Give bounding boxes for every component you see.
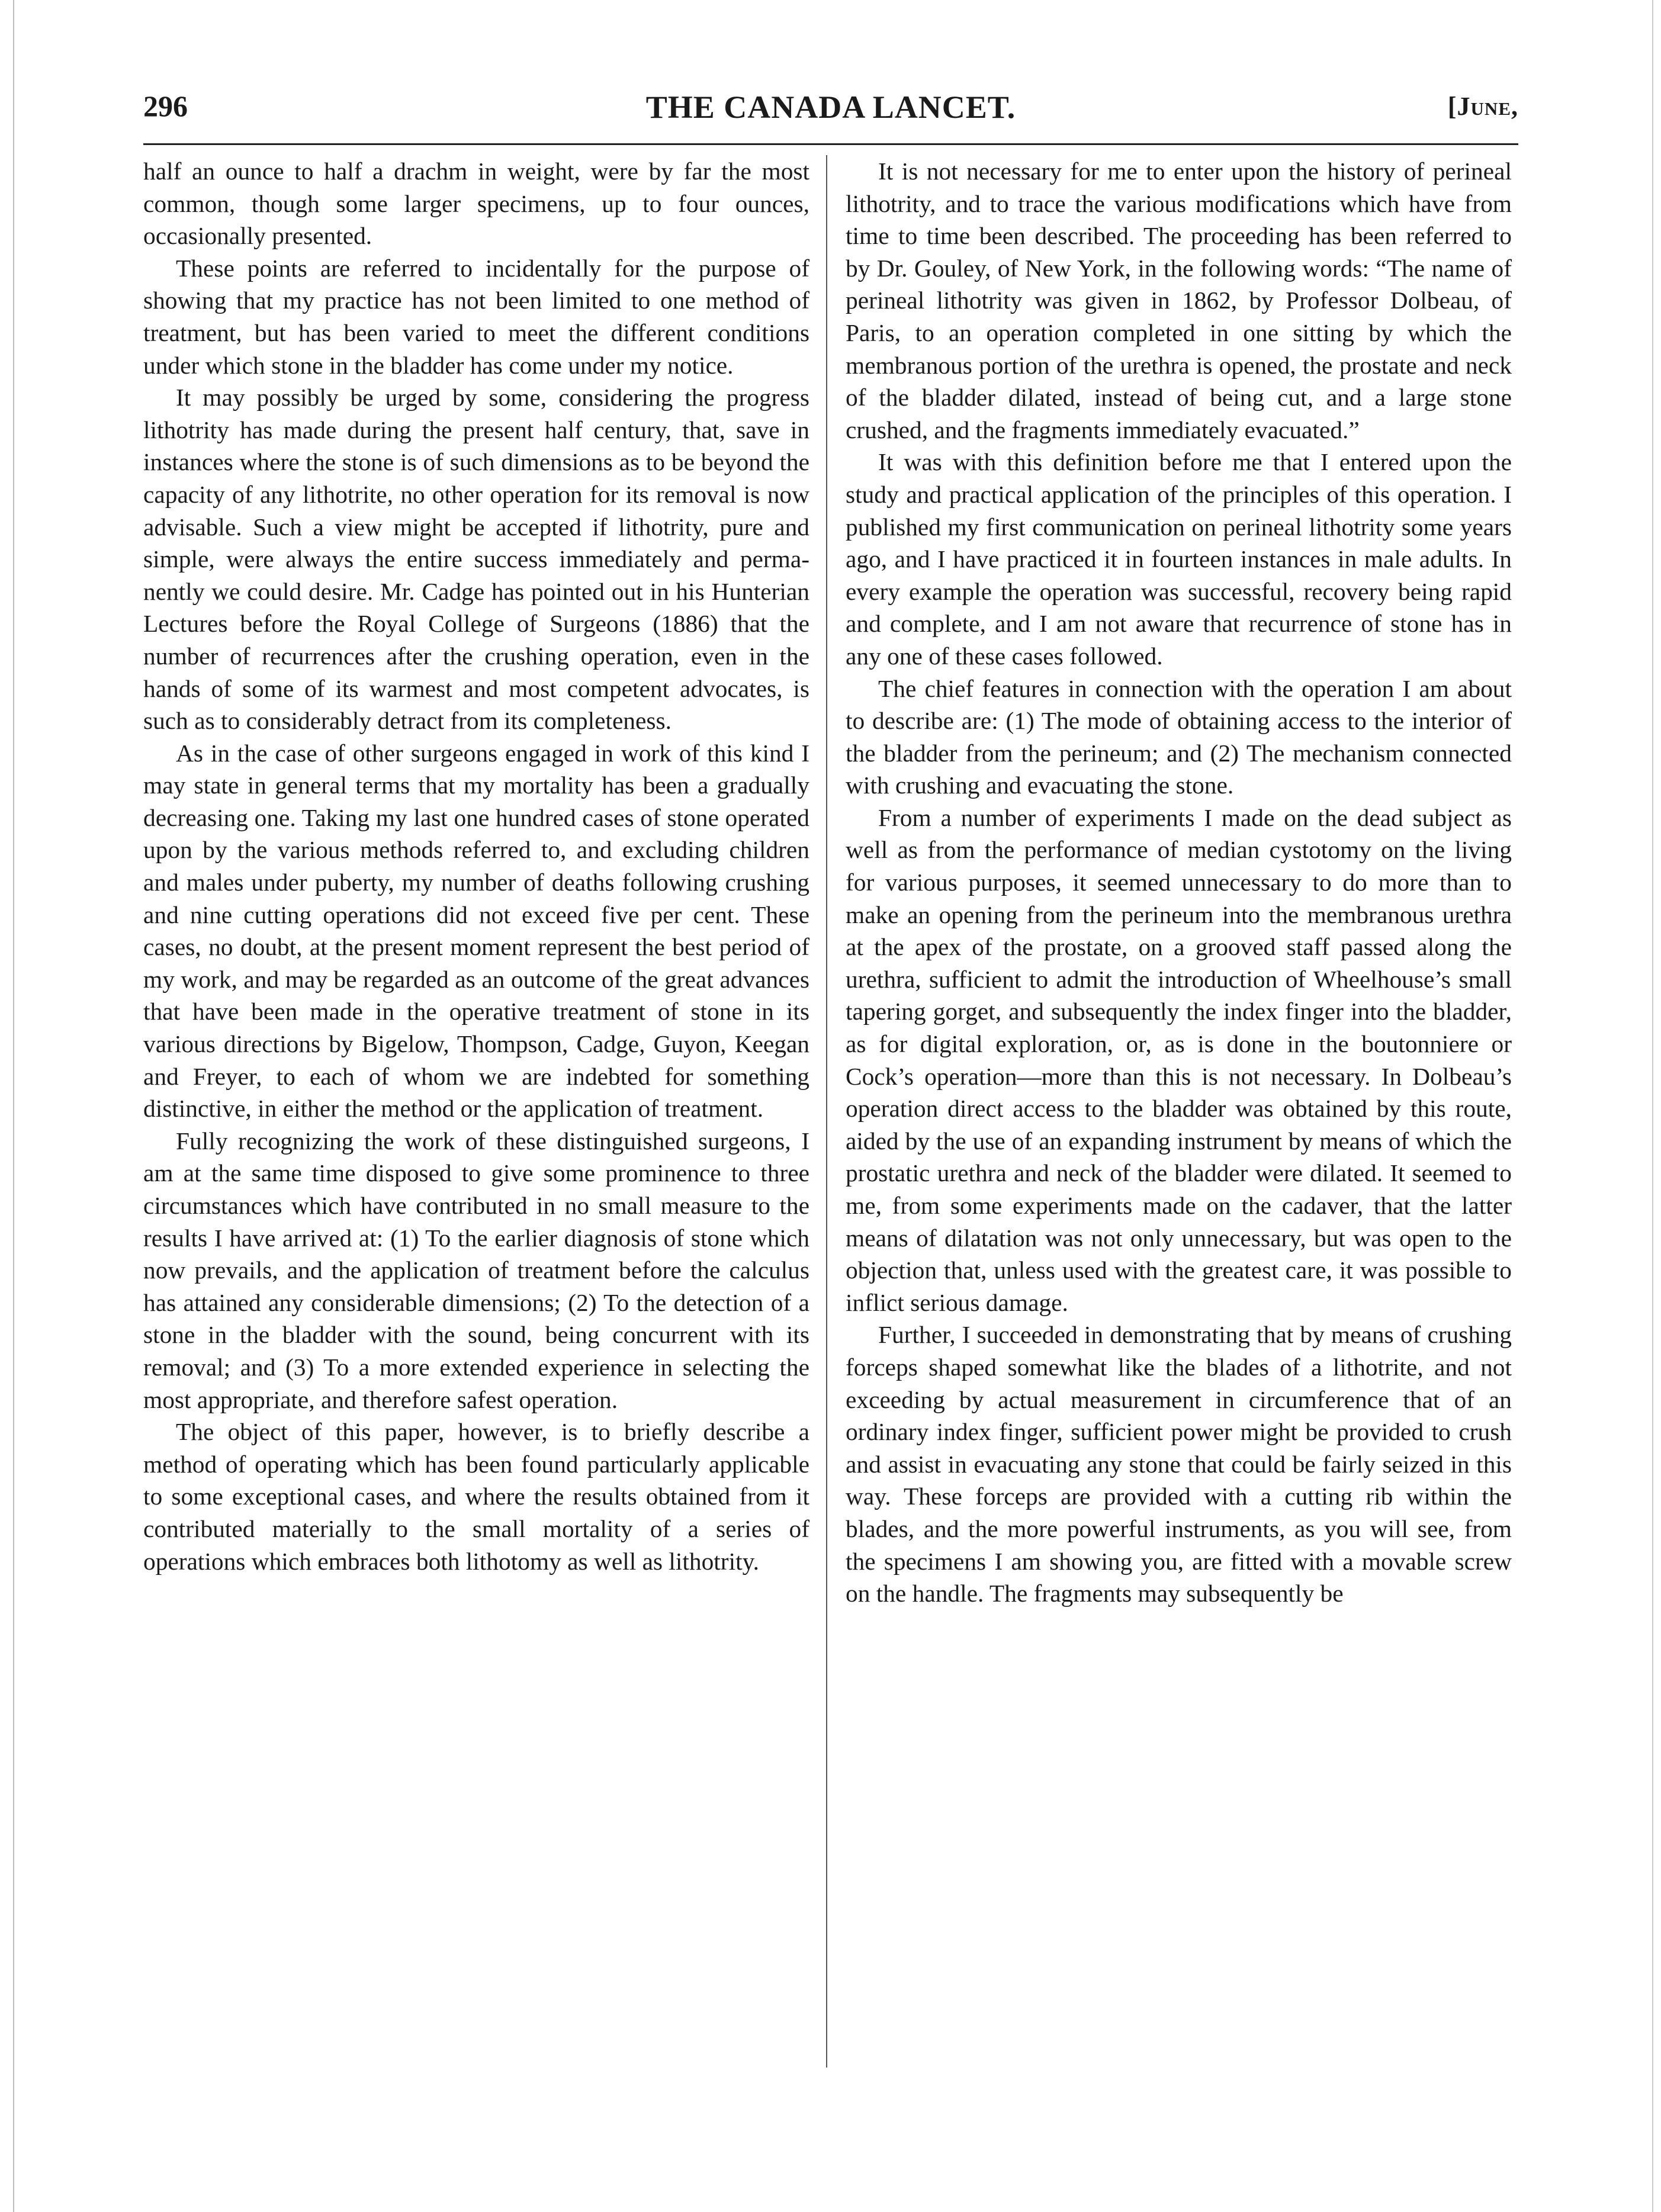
journal-title: THE CANADA LANCET. bbox=[645, 89, 1016, 125]
paragraph: As in the case of other surgeons engaged in work of this kind I may state in general terms that my mortality has been a gradually decreasing one. Taking my last one hundred cases of stone operated upon by the various methods referred to, and excluding children and males under puberty, my number of deaths following crushing and nine cutting operations did not exceed five per cent. These cases, no doubt, at the present moment represent the best period of my work, and may be regarded as an outcome of the great advances that have been made in the operative treatment of stone in its various directions by Bigelow, Thompson, Cadge, Guyon, Keegan and Freyer, to each of whom we are indebted for something distinctive, in either the method or the application of treatment. bbox=[143, 739, 809, 1123]
paragraph: These points are referred to incidentally for the purpose of showing that my practice has not been limited to one method of treatment, but has been varied to meet the different conditions under which stone in the bladder has come under my notice. bbox=[143, 254, 809, 379]
scan-edge-right bbox=[1652, 0, 1653, 2212]
paragraph: The object of this paper, however, is to briefly describe a method of operating which has been found particularly applicable to some exceptional cases, and where the results obtained from it contributed materially to the small mortality of a series of operations which embraces both lithotomy as well as lithotrity. bbox=[143, 1418, 809, 1575]
header-rule bbox=[143, 143, 1518, 145]
right-column bbox=[846, 155, 1512, 1610]
paragraph: Fully recognizing the work of these distinguished surgeons, I am at the same time disposed to give some prominence to three circumstances which have contributed in no small measure to the results I have arrived at: (1) To the earlier diagnosis of stone which now prevails, and the application of treatment before the calculus has attained any considerable dimensions; (2) To the detection of a stone in the bladder with the sound, being concurrent with its removal; and (3) To a more extended experience in selecting the most appropriate, and therefore safest operation. bbox=[143, 1127, 809, 1413]
issue-month: [June, bbox=[1447, 92, 1518, 121]
paragraph: It may possibly be urged by some, considering the progress lithotrity has made during the present half century, that, save in instances where the stone is of such dimensions as to be beyond the capacity of any lithotrite, no other operation for its removal is now advisable. Such a view might be accepted if lithotrity, pure and simple, were always the entire success immediately and permanently we could desire. Mr. Cadge has pointed out in his Hunterian Lectures before the Royal College of Surgeons (1886) that the number of recurrences after the crushing operation, even in the hands of some of its warmest and most competent advocates, is such as to considerably detract from its completeness. bbox=[143, 384, 809, 735]
paragraph: It was with this definition before me that I entered upon the study and practical application of the principles of this operation. I published my first communication on perineal lithotrity some years ago, and I have practiced it in fourteen instances in male adults. In every example the operation was successful, recovery being rapid and complete, and I am not aware that recurrence of stone has in any one of these cases followed. bbox=[846, 448, 1512, 670]
paragraph: From a number of experiments I made on the dead subject as well as from the performance of median cystotomy on the living for various purposes, it seemed unnecessary to do more than to make an opening from the perineum into the membranous urethra at the apex of the prostate, on a grooved staff passed along the urethra, sufficient to admit the introduction of Wheelhouse’s small tapering gorget, and subsequently the index finger into the bladder, as for digital exploration, or, as is done in the boutonniere or Cock’s operation—more than this is not necessary. In Dolbeau’s operation direct access to the bladder was obtained by this route, aided by the use of an expanding instrument by means of which the prostatic urethra and neck of the bladder were dilated. It seemed to me, from some experiments made on the cadaver, that the latter means of dilatation was not only unnecessary, but was open to the objection that, unless used with the greatest care, it was possible to inflict serious damage. bbox=[846, 803, 1512, 1316]
scan-edge-left bbox=[13, 0, 14, 2212]
column-divider bbox=[826, 155, 827, 2068]
paragraph: The chief features in connection with the operation I am about to describe are: (1) The mode of obtaining access to the interior of the bladder from the perineum; and (2) The mechanism connected with crushing and evacuating the stone. bbox=[846, 674, 1512, 799]
page-number: 296 bbox=[143, 89, 188, 123]
paragraph: half an ounce to half a drachm in weight, were by far the most common, though some larger specimens, up to four ounces, occasionally presented. bbox=[143, 157, 809, 250]
running-header bbox=[143, 89, 1518, 136]
left-column bbox=[143, 155, 809, 1577]
paragraph: Further, I succeeded in demonstrating that by means of crushing forceps shaped somewhat like the blades of a lithotrite, and not exceeding by actual measurement in circumference that of an ordinary index finger, sufficient power might be provided to crush and assist in evacuating any stone that could be fairly seized in this way. These forceps are provided with a cutting rib within the blades, and the more powerful instruments, as you will see, from the specimens I am showing you, are fitted with a movable screw on the handle. The fragments may subsequently be bbox=[846, 1321, 1512, 1607]
paragraph: It is not necessary for me to enter upon the history of perineal lithotrity, and to trace the various modifications which have from time to time been described. The proceeding has been referred to by Dr. Gouley, of New York, in the following words: “The name of perineal lithotrity was given in 1862, by Professor Dolbeau, of Paris, to an operation completed in one sitting by which the membranous portion of the urethra is opened, the prostate and neck of the bladder dilated, instead of being cut, and a large stone crushed, and the fragments immediately evacuated.” bbox=[846, 157, 1512, 443]
